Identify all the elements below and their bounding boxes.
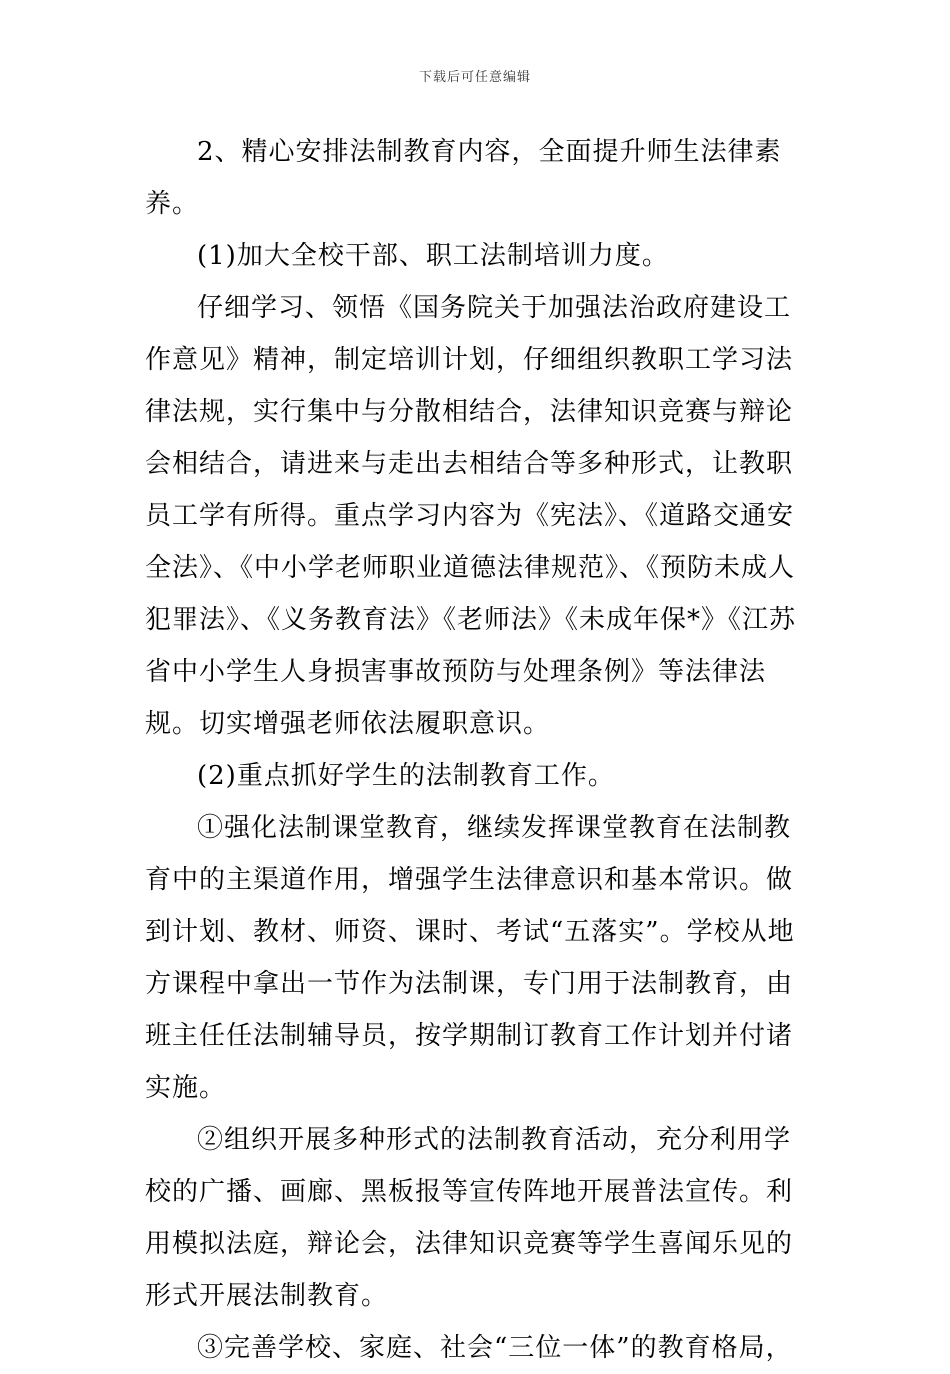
paragraph-classroom-education: ①强化法制课堂教育，继续发挥课堂教育在法制教育中的主渠道作用，增强学生法律意识和基本常识。做到计划、教材、师资、课时、考试“五落实”。学校从地方课程中拿出一节作为法制课，专门用于法制教育，由班主任任法制辅导员，按学期制订教育工作计划并付诸实施。 [145, 813, 795, 1103]
paragraph-three-in-one: ③完善学校、家庭、社会“三位一体”的教育格局， [197, 1333, 793, 1363]
paragraph-activities: ②组织开展多种形式的法制教育活动，充分利用学校的广播、画廊、黑板报等宣传阵地开展普法宣传。利用模拟法庭，辩论会，法律知识竞赛等学生喜闻乐见的形式开展法制教育。 [145, 1125, 794, 1311]
paragraph-section-2-heading: 2、精心安排法制教育内容，全面提升师生法律素养。 [145, 137, 782, 219]
paragraph-item-1-heading: (1)加大全校干部、职工法制培训力度。 [197, 241, 669, 271]
paragraph-item-2-heading: (2)重点抓好学生的法制教育工作。 [197, 761, 615, 791]
page-header: 下载后可任意编辑 [418, 70, 531, 85]
document-body [145, 126, 809, 1374]
paragraph-staff-training: 仔细学习、领悟《国务院关于加强法治政府建设工作意见》精神，制定培训计划，仔细组织教职工学习法律法规，实行集中与分散相结合，法律知识竞赛与辩论会相结合，请进来与走出去相结合等多种形式，让教职员工学有所得。重点学习内容为《宪法》、《道路交通安全法》、《中小学老师职业道德法律规范》、《预防未成人犯罪法》、《义务教育法》《老师法》《未成年保*》《江苏省中小学生人身损害事故预防与处理条例》等法律法规。切实增强老师依法履职意识。 [145, 293, 797, 739]
